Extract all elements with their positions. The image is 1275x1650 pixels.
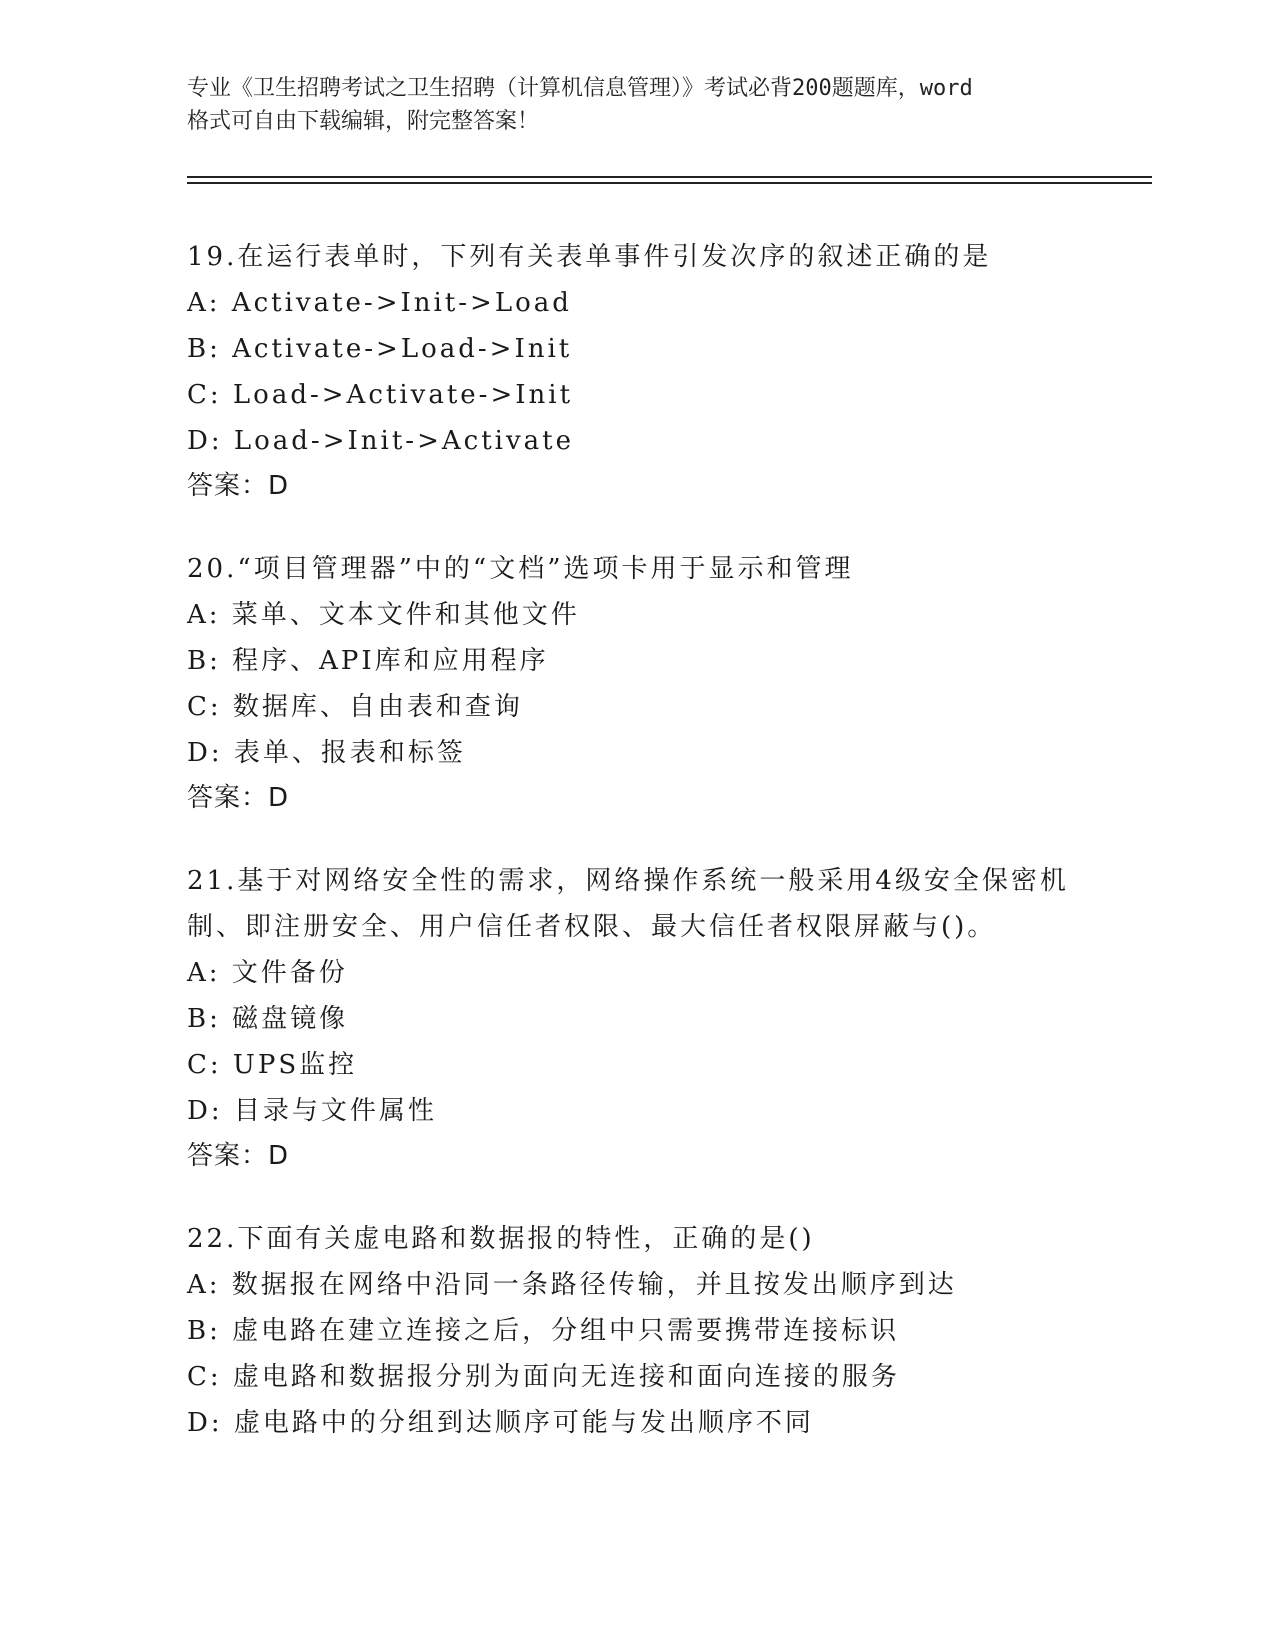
option-b: B: 程序、API库和应用程序: [187, 646, 549, 676]
option-b: B: 磁盘镜像: [187, 1004, 349, 1034]
answer: 答案：D: [187, 1141, 290, 1171]
header-line-1: 专业《卫生招聘考试之卫生招聘（计算机信息管理）》考试必背200题题库，word: [187, 76, 973, 101]
option-c: C: 虚电路和数据报分别为面向无连接和面向连接的服务: [187, 1362, 900, 1392]
option-d: D: 表单、报表和标签: [187, 738, 466, 768]
option-a: A: Activate->Init->Load: [187, 288, 572, 318]
option-c: C: UPS监控: [187, 1050, 358, 1080]
option-a: A: 文件备份: [187, 958, 348, 988]
option-c: C: 数据库、自由表和查询: [187, 692, 523, 722]
answer: 答案：D: [187, 471, 290, 501]
option-d: D: 目录与文件属性: [187, 1096, 437, 1126]
option-c: C: Load->Activate->Init: [187, 380, 574, 410]
question-stem: 21.基于对网络安全性的需求，网络操作系统一般采用4级安全保密机制、即注册安全、用户信任者权限、最大信任者权限屏蔽与()。: [187, 866, 1069, 942]
question-stem: 22.下面有关虚电路和数据报的特性，正确的是(): [187, 1224, 815, 1254]
option-d: D: 虚电路中的分组到达顺序可能与发出顺序不同: [187, 1408, 814, 1438]
answer: 答案：D: [187, 783, 290, 813]
question-list: [187, 234, 1087, 1484]
option-a: A: 数据报在网络中沿同一条路径传输，并且按发出顺序到达: [187, 1270, 957, 1300]
question-21: [187, 858, 1087, 1178]
option-d: D: Load->Init->Activate: [187, 426, 574, 456]
document-header: [187, 72, 1087, 138]
header-line-2: 格式可自由下载编辑，附完整答案！: [187, 109, 540, 134]
option-b: B: 虚电路在建立连接之后，分组中只需要携带连接标识: [187, 1316, 900, 1346]
question-20: [187, 546, 1087, 820]
header-divider-bottom: [187, 182, 1152, 184]
question-22: [187, 1216, 1087, 1446]
question-stem: 20.“项目管理器”中的“文档”选项卡用于显示和管理: [187, 554, 854, 584]
header-divider-top: [187, 176, 1152, 178]
option-b: B: Activate->Load->Init: [187, 334, 573, 364]
option-a: A: 菜单、文本文件和其他文件: [187, 600, 580, 630]
question-stem: 19.在运行表单时，下列有关表单事件引发次序的叙述正确的是: [187, 242, 992, 272]
question-19: [187, 234, 1087, 508]
